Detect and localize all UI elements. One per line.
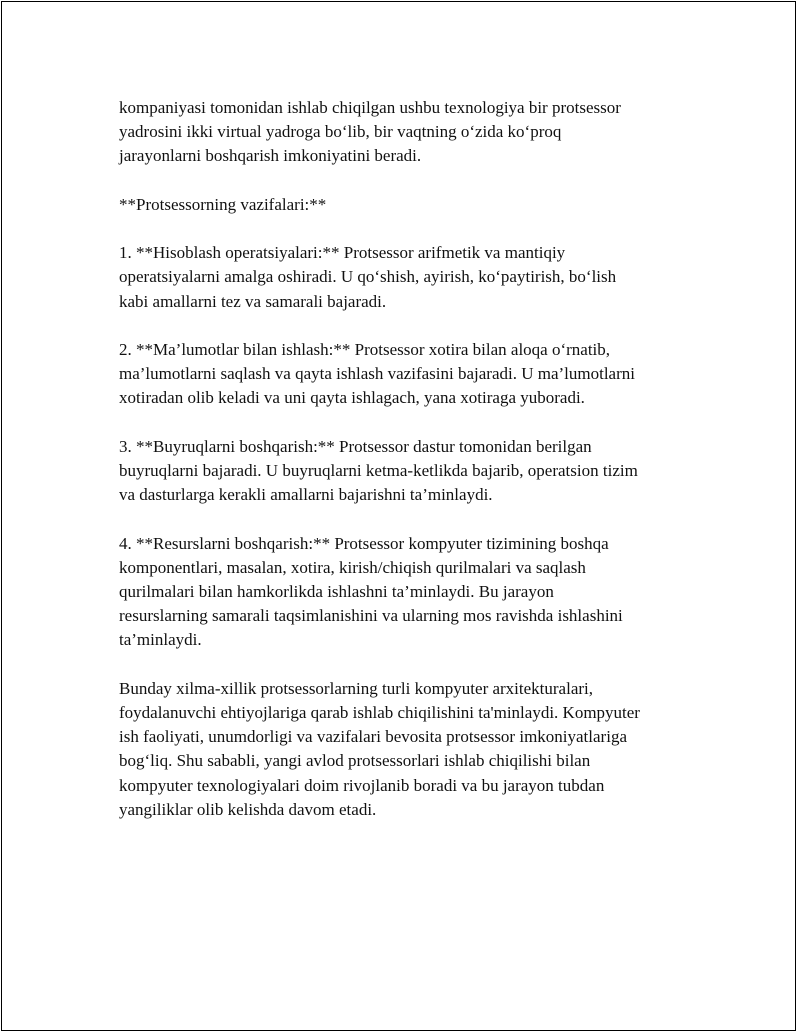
text-line: xotiradan olib keladi va uni qayta ishlagach, yana xotiraga yuboradi. bbox=[119, 388, 585, 408]
text-line: 3. **Buyruqlarni boshqarish:** Protsessor dastur tomonidan berilgan bbox=[119, 436, 592, 456]
paragraph-conclusion bbox=[119, 677, 691, 822]
list-item-1 bbox=[119, 241, 691, 314]
text-line: kompaniyasi tomonidan ishlab chiqilgan ushbu texnologiya bir protsessor bbox=[119, 98, 621, 117]
list-item-2 bbox=[119, 338, 691, 411]
text-line: buyruqlarni bajaradi. U buyruqlarni ketma-ketlikda bajarib, operatsion tizim bbox=[119, 460, 638, 480]
document-body bbox=[119, 96, 691, 846]
text-line: kabi amallarni tez va samarali bajaradi. bbox=[119, 291, 387, 311]
text-line: yadrosini ikki virtual yadroga bo‘lib, bir vaqtning o‘zida ko‘proq bbox=[119, 122, 562, 142]
text-line: operatsiyalarni amalga oshiradi. U qo‘shish, ayirish, ko‘paytirish, bo‘lish bbox=[119, 267, 617, 287]
text-line: 1. **Hisoblash operatsiyalari:** Protsessor arifmetik va mantiqiy bbox=[119, 243, 566, 263]
text-line: komponentlari, masalan, xotira, kirish/chiqish qurilmalari va saqlash bbox=[119, 557, 586, 577]
text-line: kompyuter texnologiyalari doim rivojlanib boradi va bu jarayon tubdan bbox=[119, 775, 605, 795]
document-page bbox=[1, 1, 796, 1031]
text-line: ta’minlaydi. bbox=[119, 630, 202, 650]
heading-text: **Protsessorning vazifalari:** bbox=[119, 194, 327, 214]
text-line: 4. **Resurslarni boshqarish:** Protsessor kompyuter tizimining boshqa bbox=[119, 533, 609, 553]
text-line: resurslarning samarali taqsimlanishini va ularning mos ravishda ishlashini bbox=[119, 606, 623, 626]
list-item-3 bbox=[119, 435, 691, 508]
text-line: bog‘liq. Shu sababli, yangi avlod protsessorlari ishlab chiqilishi bilan bbox=[119, 751, 591, 771]
text-line: foydalanuvchi ehtiyojlariga qarab ishlab chiqilishini ta'minlaydi. Kompyuter bbox=[119, 702, 640, 722]
text-line: 2. **Ma’lumotlar bilan ishlash:** Protsessor xotira bilan aloqa o‘rnatib, bbox=[119, 339, 611, 359]
text-line: ish faoliyati, unumdorligi va vazifalari bevosita protsessor imkoniyatlariga bbox=[119, 727, 627, 747]
text-line: Bunday xilma-xillik protsessorlarning turli kompyuter arxitekturalari, bbox=[119, 678, 594, 698]
section-heading bbox=[119, 193, 691, 217]
text-line: qurilmalari bilan hamkorlikda ishlashni ta’minlaydi. Bu jarayon bbox=[119, 581, 554, 601]
paragraph-intro bbox=[119, 96, 691, 169]
list-item-4 bbox=[119, 532, 691, 653]
text-line: jarayonlarni boshqarish imkoniyatini beradi. bbox=[119, 146, 422, 166]
text-line: yangiliklar olib kelishda davom etadi. bbox=[119, 799, 377, 819]
text-line: ma’lumotlarni saqlash va qayta ishlash vazifasini bajaradi. U ma’lumotlarni bbox=[119, 364, 635, 384]
text-line: va dasturlarga kerakli amallarni bajarishni ta’minlaydi. bbox=[119, 485, 493, 505]
